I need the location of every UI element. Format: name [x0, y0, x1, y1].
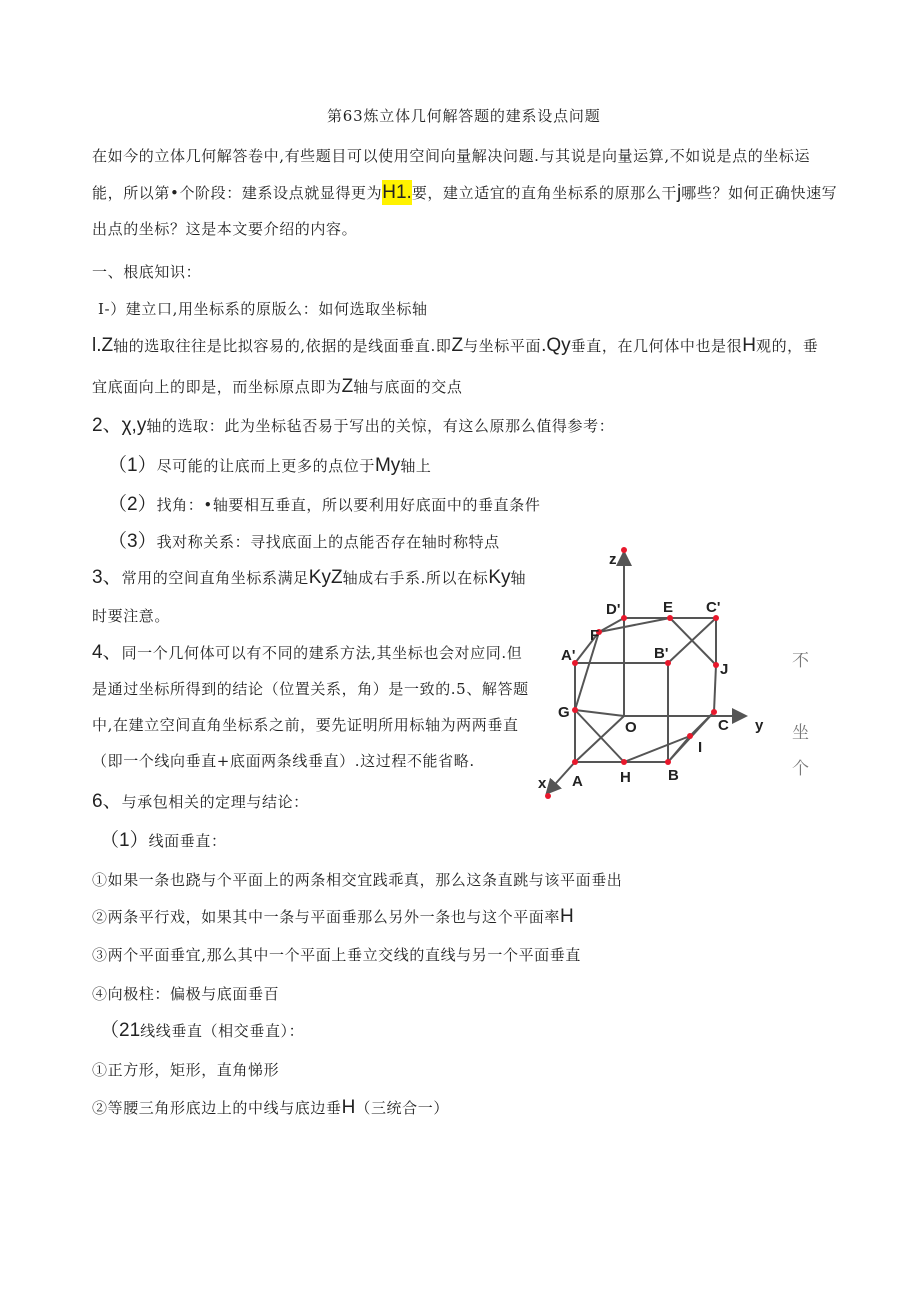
point-b: [665, 759, 671, 765]
item-text: 3、: [92, 567, 122, 588]
item-text: （1）: [108, 455, 157, 476]
intro-text: 要，建立适宜的直角坐标系的原那么干: [411, 184, 678, 202]
item-1-line-2: [92, 377, 462, 397]
item-text: My: [374, 455, 401, 476]
label-y: y: [755, 717, 764, 734]
side-char: 坐: [792, 723, 809, 743]
item-1-line-1: [92, 336, 818, 356]
label-e: E: [663, 599, 674, 616]
item-text: 轴上: [400, 457, 432, 475]
item-2-2: [108, 495, 540, 515]
item-text: 轴的选取：此为坐标毡否易于写出的关惊，有这么原那么值得参考：: [146, 417, 615, 435]
edge: [714, 665, 716, 712]
theorem-3: ③两个平面垂宜,那么其中一个平面上垂立交线的直线与另一个平面垂直: [92, 946, 581, 964]
item-4-line-3: 中,在建立空间直角坐标系之前，要先证明所用标轴为两两垂直: [92, 716, 519, 734]
label-f: F: [590, 627, 600, 644]
item-text: ②两条平行戏，如果其中一条与平面垂那么另外一条也与这个平面率: [92, 908, 561, 926]
item-6-1: [100, 831, 227, 851]
item-text: Z: [341, 376, 354, 397]
item-text: 宜底面向上的即是，而坐标原点即为: [92, 378, 342, 396]
item-text: ②等腰三角形底边上的中线与底边垂: [92, 1099, 342, 1117]
item-text: H: [341, 1097, 356, 1118]
item-text: Ky: [488, 567, 511, 588]
theorem-2: [92, 907, 574, 927]
label-o: O: [625, 719, 637, 736]
item-text: （3）: [108, 531, 157, 552]
item-text: l.Z: [92, 335, 114, 356]
point-g: [572, 707, 578, 713]
item-6-2: [100, 1021, 304, 1041]
item-text: 线线垂直（相交垂直）：: [140, 1022, 305, 1040]
point-i: [687, 733, 693, 739]
intro-line-2: [92, 183, 837, 203]
item-text: KyZ: [308, 567, 343, 588]
fact-2: [92, 1098, 449, 1118]
item-2: [92, 416, 614, 436]
point-j: [713, 662, 719, 668]
label-b1: B': [654, 645, 669, 662]
label-j: J: [720, 661, 729, 678]
section-heading: 一、根底知识：: [92, 263, 202, 281]
item-6: [92, 792, 309, 812]
intro-line-3: 出点的坐标？这是本文要介绍的内容。: [92, 220, 358, 238]
intro-line-1: 在如今的立体几何解答卷中,有些题目可以使用空间向量解决问题.与其说是向量运算,不如说是点的坐标运: [92, 147, 811, 165]
item-2-3: [108, 532, 500, 552]
point-a: [572, 759, 578, 765]
item-3-line-1: [92, 568, 526, 588]
item-text: 2、χ,y: [92, 415, 147, 436]
item-text: 找角：•轴要相互垂直，所以要利用好底面中的垂直条件: [156, 496, 541, 514]
point-d1: [621, 615, 627, 621]
side-char: 不: [792, 651, 809, 671]
intro-text: 哪些？如何正确快速写: [681, 184, 838, 202]
item-text: 同一个几何体可以有不同的建系方法,其坐标也会对应同.但: [121, 644, 523, 662]
highlighted-text: H1.: [382, 182, 412, 203]
label-x: x: [538, 775, 547, 792]
theorem-4: ④向极柱：偏极与底面垂百: [92, 985, 280, 1003]
item-text: .Qy: [541, 335, 571, 356]
theorem-1: ①如果一条也跷与个平面上的两条相交宜践乖真，那么这条直跳与该平面垂出: [92, 871, 623, 889]
point-z-tip: [621, 547, 627, 553]
item-text: 我对称关系：寻找底面上的点能否存在轴时称特点: [156, 533, 500, 551]
item-text: 4、: [92, 642, 122, 663]
item-text: （三统合一）: [355, 1099, 449, 1117]
item-text: 与坐标平面: [463, 337, 542, 355]
item-text: H: [560, 906, 574, 927]
label-c: C: [718, 717, 729, 734]
item-4-line-1: [92, 643, 522, 663]
item-text: （21: [100, 1020, 141, 1041]
item-text: 轴的选取往往是比拟容易的,依据的是线面垂直.即: [113, 337, 452, 355]
label-d1: D': [606, 601, 621, 618]
item-text: 轴成右手系.所以在标: [342, 569, 489, 587]
item-3-line-2: 时要注意。: [92, 607, 171, 625]
point-c: [711, 709, 717, 715]
item-text: 6、: [92, 791, 122, 812]
label-h: H: [620, 769, 631, 786]
item-text: 观的，垂: [755, 337, 819, 355]
label-b: B: [668, 767, 679, 784]
intro-text: 能，所以第•个阶段：建系设点就显得更为: [92, 184, 383, 202]
edge: [575, 710, 624, 716]
page-title: 第63炼立体几何解答题的建系设点问题: [327, 107, 601, 125]
item-4-line-4: （即一个线向垂直+底面两条线垂直）.这过程不能省略.: [92, 752, 475, 770]
fact-1: ①正方形，矩形，直角悌形: [92, 1061, 280, 1079]
item-text: （1）: [100, 830, 149, 851]
label-a: A: [572, 773, 583, 790]
label-g: G: [558, 704, 570, 721]
item-text: 常用的空间直角坐标系满足: [121, 569, 309, 587]
item-2-1: [108, 456, 432, 476]
item-text: Z: [451, 335, 464, 356]
item-text: 线面垂直：: [148, 832, 227, 850]
point-h: [621, 759, 627, 765]
label-c1: C': [706, 599, 721, 616]
item-text: 轴与底面的交点: [353, 378, 463, 396]
side-char: 个: [792, 759, 809, 779]
x-axis: [548, 762, 575, 792]
subheading-1: I-）建立口,用坐标系的原版么：如何选取坐标轴: [98, 300, 428, 318]
item-text: 尽可能的让底而上更多的点位于: [156, 457, 375, 475]
item-text: 与承包相关的定理与结论：: [121, 793, 309, 811]
coordinate-diagram: [530, 540, 830, 805]
item-text: 垂直，在几何体中也是很: [570, 337, 743, 355]
label-z: z: [609, 551, 617, 568]
label-a1: A': [561, 647, 576, 664]
item-text: H: [742, 335, 756, 356]
item-text: 轴: [510, 569, 527, 587]
intro-text: j: [677, 182, 682, 203]
point-x-tip: [545, 793, 551, 799]
label-i: I: [698, 739, 703, 756]
item-4-line-2: 是通过坐标所得到的结论（位置关系，角）是一致的.5、解答题: [92, 680, 529, 698]
item-text: （2）: [108, 494, 157, 515]
